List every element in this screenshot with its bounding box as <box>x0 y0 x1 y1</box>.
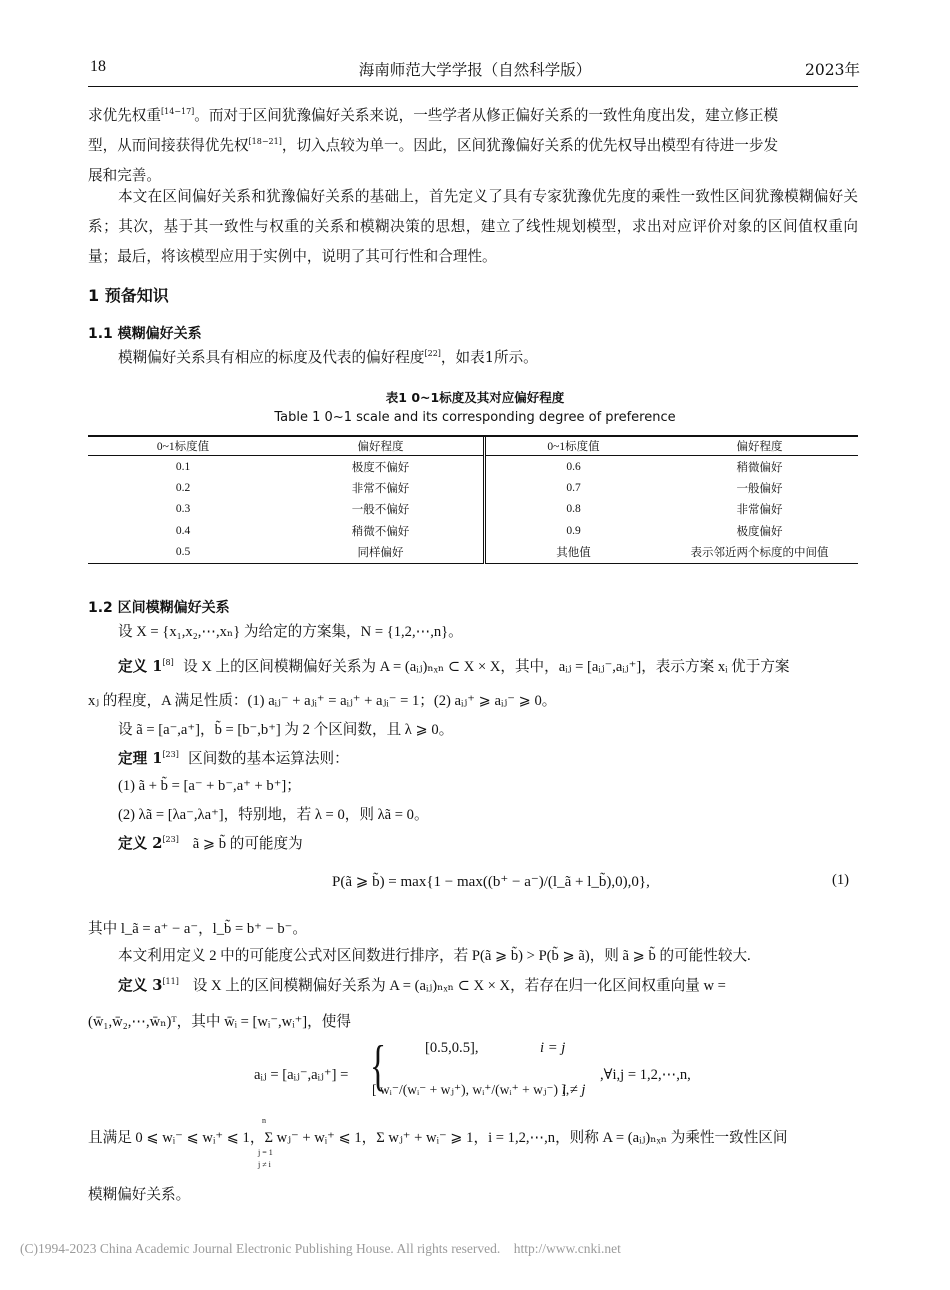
table-header-row <box>88 436 858 456</box>
formula-2-brace: { <box>370 1035 387 1097</box>
table-cell: 极度不偏好 <box>351 461 410 474</box>
section-1-1-text: 模糊偏好关系具有相应的标度及代表的偏好程度[22]，如表1所示。 <box>118 349 538 366</box>
definition-1-line-1: 定义 1[8] 设 X 上的区间模糊偏好关系为 A = (aᵢⱼ)ₙₓₙ ⊂ X × X，其中，aᵢⱼ = [aᵢⱼ⁻,aᵢⱼ⁺]，表示方案 xᵢ 优于方案 <box>118 658 790 675</box>
formula-2-cond-1: i = j <box>540 1040 566 1056</box>
interval-numbers: 设 ã = [a⁻,a⁺]，b̃ = [b⁻,b⁺] 为 2 个区间数，且 λ ⩾ 0。 <box>118 722 454 738</box>
table-cell: 同样偏好 <box>357 547 404 560</box>
page-number: 18 <box>90 58 106 75</box>
header-year: 2023年 <box>805 61 860 79</box>
table-header: 0~1标度值 <box>485 436 662 456</box>
header-rule <box>88 86 858 87</box>
formula-1-number: (1) <box>832 872 850 888</box>
definition-3-line-1: 定义 3[11] 设 X 上的区间模糊偏好关系为 A = (aᵢⱼ)ₙₓₙ ⊂ X × X，若存在归一化区间权重向量 w = <box>118 977 726 994</box>
formula-2-case-1: [0.5,0.5], <box>425 1040 479 1056</box>
intro-line-1: 求优先权重[14−17]。而对于区间犹豫偏好关系来说，一些学者从修正偏好关系的一致性角度出发，建立修正模 <box>88 107 779 124</box>
section-1-2-heading: 1.2 区间模糊偏好关系 <box>88 600 230 616</box>
possibility-usage: 本文利用定义 2 中的可能度公式对区间数进行排序，若 P(ã ⩾ b̃) > P(b̃ ⩾ ã)，则 ã ⩾ b̃ 的可能性较大. <box>118 948 751 964</box>
table-cell: 稍微不偏好 <box>351 525 410 538</box>
formula-1: P(ã ⩾ b̃) = max{1 − max((b⁺ − a⁻)/(l_ã + l_b̃),0),0}, <box>332 874 650 890</box>
journal-title: 海南师范大学学报（自然科学版） <box>358 61 592 79</box>
table-cell: 0.1 <box>175 460 191 473</box>
table-row <box>88 456 858 478</box>
intro-line-3: 展和完善。 <box>88 167 161 184</box>
table-cell: 一般不偏好 <box>351 504 410 517</box>
rule-1: (1) ã + b̃ = [a⁻ + b⁻,a⁺ + b⁺]； <box>118 778 301 794</box>
table-cell: 0.5 <box>175 546 191 559</box>
table-row <box>88 477 858 498</box>
definition-2: 定义 2[23] ã ⩾ b̃ 的可能度为 <box>118 835 303 852</box>
intro-line-2: 型，从而间接获得优先权[18−21]，切入点较为单一。因此，区间犹豫偏好关系的优先权导出模型有待进一步发 <box>88 137 779 154</box>
summation-exclusion: j ≠ i <box>258 1160 271 1169</box>
table-cell: 0.6 <box>485 456 662 478</box>
table-cell: 其他值 <box>485 542 662 564</box>
formula-2-lhs: aᵢⱼ = [aᵢⱼ⁻,aᵢⱼ⁺] = <box>254 1067 349 1083</box>
consistency-conditions: 且满足 0 ⩽ wᵢ⁻ ⩽ wᵢ⁺ ⩽ 1，Σ wⱼ⁻ + wᵢ⁺ ⩽ 1，Σ wⱼ⁺ + wᵢ⁻ ⩾ 1，i = 1,2,⋯,n，则称 A = (aᵢⱼ)ₙₓₙ 为乘性一致性区间 <box>88 1130 788 1146</box>
table-1-caption-cn: 表1 0~1标度及其对应偏好程度 <box>385 390 565 405</box>
rule-2: (2) λã = [λa⁻,λa⁺]，特别地，若 λ = 0，则 λã = 0。 <box>118 807 429 823</box>
definition-3-conclusion: 模糊偏好关系。 <box>88 1186 191 1203</box>
interval-length-def: 其中 l_ã = a⁺ − a⁻，l_b̃ = b⁺ − b⁻。 <box>88 921 307 937</box>
cnki-link[interactable]: http://www.cnki.net <box>513 1241 621 1256</box>
table-cell: 稍微偏好 <box>736 461 783 474</box>
table-header: 偏好程度 <box>736 440 783 453</box>
formula-2-cond-2: i ≠ j <box>562 1082 586 1098</box>
set-definition: 设 X = {x₁,x₂,⋯,xₙ} 为给定的方案集，N = {1,2,⋯,n}。 <box>118 624 463 640</box>
section-1-1-heading: 1.1 模糊偏好关系 <box>88 326 202 342</box>
table-cell: 0.8 <box>485 499 662 520</box>
table-cell: 极度偏好 <box>736 525 783 538</box>
table-row <box>88 520 858 541</box>
table-cell: 非常偏好 <box>736 504 783 517</box>
table-header: 偏好程度 <box>357 440 404 453</box>
table-cell: 表示邻近两个标度的中间值 <box>690 547 829 560</box>
table-cell: 0.3 <box>175 503 191 516</box>
summation-limit-bottom: j = 1 <box>258 1148 273 1157</box>
table-row <box>88 499 858 520</box>
theorem-1: 定理 1[23] 区间数的基本运算法则： <box>118 750 349 767</box>
table-header: 0~1标度值 <box>156 440 210 453</box>
copyright-notice: (C)1994-2023 China Academic Journal Electronic Publishing House. All rights reserved. http://www.cnki.net <box>20 1241 621 1256</box>
table-1-caption-en: Table 1 0~1 scale and its corresponding degree of preference <box>274 410 676 425</box>
formula-2-tail: ,∀i,j = 1,2,⋯,n, <box>600 1067 691 1083</box>
table-cell: 一般偏好 <box>736 483 783 496</box>
definition-3-line-2: (w̄₁,w̄₂,⋯,w̄ₙ)ᵀ，其中 w̄ᵢ = [wᵢ⁻,wᵢ⁺]，使得 <box>88 1014 351 1030</box>
summation-limit-top: n <box>262 1116 266 1125</box>
intro-paragraph-2: 本文在区间偏好关系和犹豫偏好关系的基础上，首先定义了具有专家犹豫优先度的乘性一致性区间犹豫模糊偏好关系；其次，基于其一致性与权重的关系和模糊决策的思想，建立了线性规划模型，求出对应评价对象的区间值权重向量；最后，将该模型应用于实例中，说明了其可行性和合理性。 <box>88 188 858 265</box>
table-cell: 0.2 <box>175 482 191 495</box>
table-cell: 0.7 <box>485 477 662 498</box>
table-cell: 0.4 <box>175 524 191 537</box>
formula-2-case-2: [ wᵢ⁻/(wᵢ⁻ + wⱼ⁺), wᵢ⁺/(wᵢ⁺ + wⱼ⁻) ], <box>372 1082 570 1097</box>
scale-table <box>88 436 858 564</box>
table-cell: 0.9 <box>485 520 662 541</box>
definition-1-line-2: xⱼ 的程度，A 满足性质：(1) aᵢⱼ⁻ + aⱼᵢ⁺ = aᵢⱼ⁺ + aⱼᵢ⁻ = 1；(2) aᵢⱼ⁺ ⩾ aᵢⱼ⁻ ⩾ 0。 <box>88 693 557 709</box>
table-row <box>88 542 858 564</box>
table-cell: 非常不偏好 <box>351 483 410 496</box>
section-1-heading: 1 预备知识 <box>88 286 169 305</box>
